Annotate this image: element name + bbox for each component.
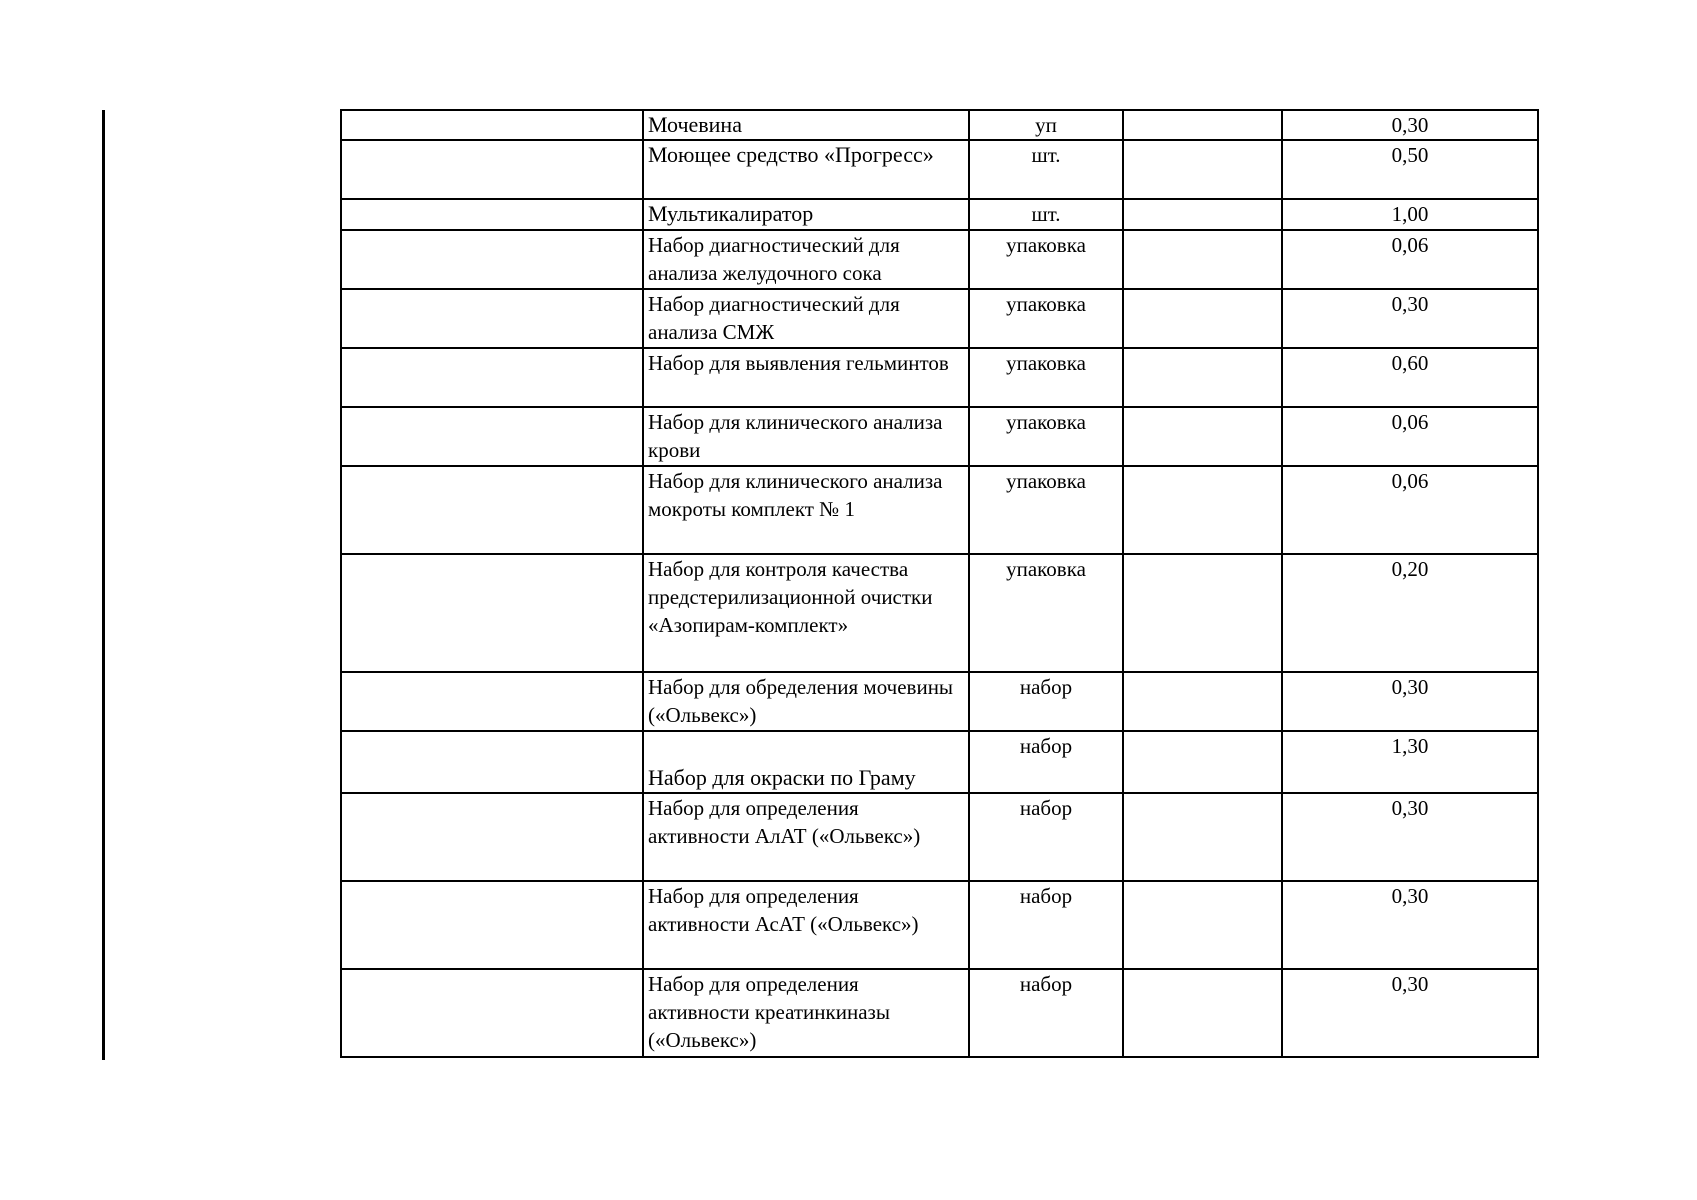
blank-cell <box>1123 731 1282 793</box>
blank-cell <box>341 407 643 466</box>
item-name: Мочевина <box>643 110 969 140</box>
item-unit: шт. <box>969 199 1123 230</box>
blank-cell <box>341 110 643 140</box>
item-name: Набор диагностический для анализа СМЖ <box>643 289 969 348</box>
item-qty: 0,06 <box>1282 466 1538 554</box>
item-unit: набор <box>969 672 1123 731</box>
item-unit: упаковка <box>969 554 1123 672</box>
table-row <box>341 110 1538 140</box>
blank-cell <box>341 793 643 881</box>
item-name: Набор для обределения мочевины («Ольвекс») <box>643 672 969 731</box>
item-qty: 0,50 <box>1282 140 1538 199</box>
blank-cell <box>1123 407 1282 466</box>
item-unit: упаковка <box>969 348 1123 407</box>
item-unit: шт. <box>969 140 1123 199</box>
table-row <box>341 199 1538 230</box>
blank-cell <box>341 199 643 230</box>
table-row <box>341 731 1538 793</box>
item-qty: 0,06 <box>1282 230 1538 289</box>
item-unit: набор <box>969 881 1123 969</box>
item-qty: 0,60 <box>1282 348 1538 407</box>
item-qty: 0,30 <box>1282 793 1538 881</box>
item-name: Набор для выявления гельминтов <box>643 348 969 407</box>
blank-cell <box>341 230 643 289</box>
item-qty: 0,20 <box>1282 554 1538 672</box>
blank-cell <box>1123 793 1282 881</box>
blank-cell <box>341 140 643 199</box>
item-name: Моющее средство «Прогресс» <box>643 140 969 199</box>
item-unit: упаковка <box>969 466 1123 554</box>
margin-rule <box>102 110 105 1060</box>
item-unit: упаковка <box>969 289 1123 348</box>
item-name: Набор для определения активности АлАТ («Ольвекс») <box>643 793 969 881</box>
blank-cell <box>1123 199 1282 230</box>
item-unit: уп <box>969 110 1123 140</box>
item-qty: 0,30 <box>1282 672 1538 731</box>
blank-cell <box>341 289 643 348</box>
item-name: Набор для определения активности АсАТ («Ольвекс») <box>643 881 969 969</box>
blank-cell <box>1123 230 1282 289</box>
item-qty: 0,30 <box>1282 969 1538 1057</box>
table-row <box>341 969 1538 1057</box>
blank-cell <box>1123 881 1282 969</box>
blank-cell <box>1123 969 1282 1057</box>
item-name: Набор для клинического анализа крови <box>643 407 969 466</box>
blank-cell <box>341 348 643 407</box>
item-unit: упаковка <box>969 230 1123 289</box>
table-row <box>341 407 1538 466</box>
item-qty: 1,00 <box>1282 199 1538 230</box>
blank-cell <box>341 969 643 1057</box>
table-row <box>341 140 1538 199</box>
blank-cell <box>341 672 643 731</box>
table-row <box>341 289 1538 348</box>
item-name: Набор для клинического анализа мокроты комплект № 1 <box>643 466 969 554</box>
blank-cell <box>1123 672 1282 731</box>
blank-cell <box>341 466 643 554</box>
blank-cell <box>1123 110 1282 140</box>
blank-cell <box>1123 348 1282 407</box>
table-row <box>341 672 1538 731</box>
item-qty: 0,06 <box>1282 407 1538 466</box>
item-qty: 1,30 <box>1282 731 1538 793</box>
item-name: Набор для окраски по Граму <box>643 731 969 793</box>
item-qty: 0,30 <box>1282 110 1538 140</box>
table-row <box>341 793 1538 881</box>
item-name: Мультикалиратор <box>643 199 969 230</box>
item-qty: 0,30 <box>1282 881 1538 969</box>
item-unit: набор <box>969 969 1123 1057</box>
blank-cell <box>341 881 643 969</box>
item-name: Набор для определения активности креатинкиназы («Ольвекс») <box>643 969 969 1057</box>
blank-cell <box>1123 554 1282 672</box>
item-unit: набор <box>969 793 1123 881</box>
table-row <box>341 881 1538 969</box>
table-row <box>341 230 1538 289</box>
blank-cell <box>1123 140 1282 199</box>
table-row <box>341 554 1538 672</box>
item-qty: 0,30 <box>1282 289 1538 348</box>
blank-cell <box>1123 466 1282 554</box>
table-row <box>341 348 1538 407</box>
item-unit: упаковка <box>969 407 1123 466</box>
supply-table <box>340 109 1539 1058</box>
blank-cell <box>1123 289 1282 348</box>
item-name: Набор для контроля качества предстерилизационной очистки «Азопирам-комплект» <box>643 554 969 672</box>
table-row <box>341 466 1538 554</box>
item-unit: набор <box>969 731 1123 793</box>
item-name: Набор диагностический для анализа желудочного сока <box>643 230 969 289</box>
blank-cell <box>341 731 643 793</box>
blank-cell <box>341 554 643 672</box>
